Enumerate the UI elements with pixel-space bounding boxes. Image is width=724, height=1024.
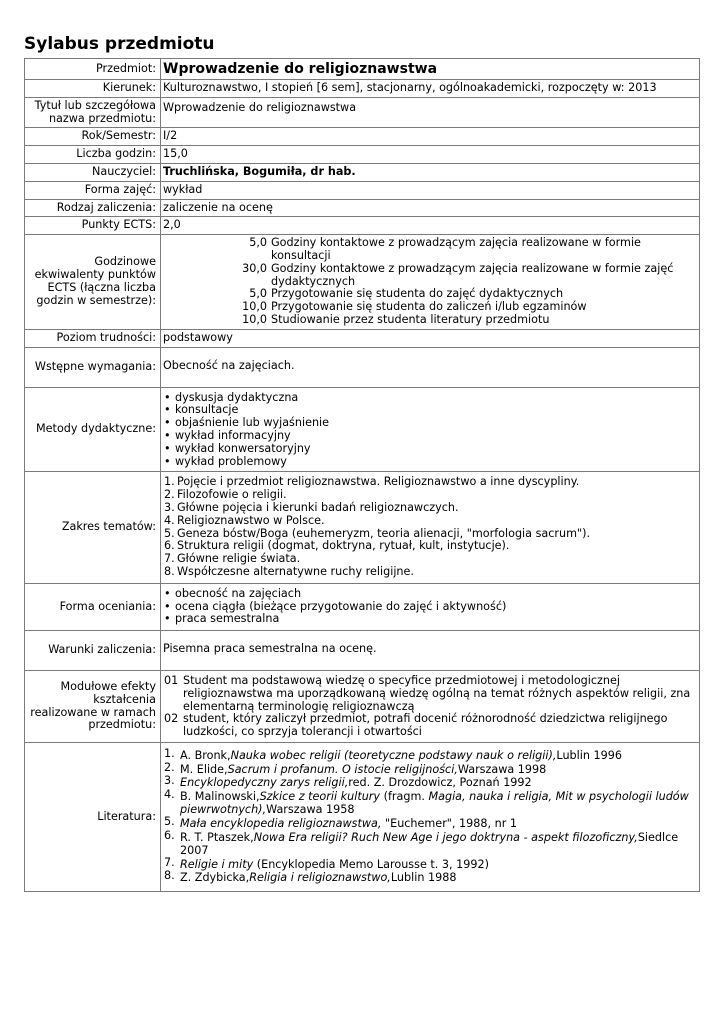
- item-text: Geneza bóstw/Boga (euhemeryzm, teoria alienacji, "morfologia sacrum").: [177, 526, 591, 540]
- outcome-text: Student ma podstawową wiedzę o specyfice przedmiotowej i metodologicznej religioznawstwa ma uporządkowaną wiedzę ogólną na temat różnych aspektów religii, zna elementarną terminologię religioznawczą: [183, 674, 691, 713]
- list-item: • praca semestralna: [163, 613, 696, 626]
- outcome-code: 02: [164, 712, 179, 726]
- list-item: [163, 675, 696, 713]
- item-number: 4.: [164, 513, 175, 527]
- row-wymagania: [25, 347, 700, 387]
- ref-title: Szkice z teorii kultury: [259, 789, 381, 803]
- item-number: 8.: [164, 564, 175, 578]
- label-forma: Forma zajęć:: [25, 181, 161, 199]
- ref-pub: Lublin 1996: [556, 749, 622, 763]
- item-number: 6.: [164, 539, 175, 553]
- list-item: [163, 871, 696, 885]
- label-rodzaj: Rodzaj zaliczenia:: [25, 199, 161, 217]
- item-text: Główne religie świata.: [177, 552, 301, 566]
- ects-hours-text: Godziny kontaktowe z prowadzącym zajęcia realizowane w formie konsultacji: [271, 236, 641, 262]
- item-text: Współczesne alternatywne ruchy religijne.: [177, 564, 414, 578]
- row-nauczyciel: [25, 163, 700, 181]
- item-text: Religioznawstwo w Polsce.: [177, 513, 325, 527]
- label-warunki: Warunki zaliczenia:: [25, 631, 161, 671]
- label-ects: Punkty ECTS:: [25, 217, 161, 235]
- ects-hours-item: [163, 314, 696, 327]
- ects-hours: 5,0: [249, 287, 267, 301]
- label-godziny: Liczba godzin:: [25, 146, 161, 164]
- ref-pub: (fragm.: [380, 789, 429, 803]
- ref-pub: Warszawa 1998: [457, 762, 547, 776]
- item-text: Filozofowie o religii.: [177, 488, 287, 502]
- ects-hours-list: [163, 237, 696, 327]
- label-rok: Rok/Semestr:: [25, 128, 161, 146]
- list-item: [163, 776, 696, 790]
- row-przedmiot: [25, 59, 700, 80]
- item-number: 2.: [164, 488, 175, 502]
- label-wymagania: Wstępne wymagania:: [25, 347, 161, 387]
- label-zakres: Zakres tematów:: [25, 472, 161, 583]
- ref-title: Nauka wobec religii (teoretyczne podstawy nauk o religii),: [230, 749, 557, 763]
- outcome-code: 01: [164, 674, 179, 688]
- label-nauczyciel: Nauczyciel:: [25, 163, 161, 181]
- list-item: [163, 760, 696, 777]
- value-tytul: Wprowadzenie do religioznawstwa: [161, 97, 700, 128]
- ects-hours: 10,0: [242, 300, 267, 314]
- row-metody: [25, 387, 700, 472]
- ref-author: A. Bronk,: [180, 749, 231, 763]
- list-item: • konsultacje: [163, 404, 696, 417]
- methods-list: [163, 392, 696, 469]
- ects-hours-text: Przygotowanie się studenta do zaliczeń i/lub egzaminów: [271, 300, 587, 314]
- ref-pub: (Encyklopedia Memo Larousse t. 3, 1992): [253, 857, 489, 871]
- ref-author: M. Elide,: [180, 762, 228, 776]
- value-wymagania: Obecność na zajęciach.: [161, 347, 700, 387]
- list-item: [163, 787, 696, 817]
- item-text: Główne pojęcia i kierunki badań religioznawczych.: [177, 500, 459, 514]
- literature-list: [163, 749, 696, 885]
- row-godziny: [25, 146, 700, 164]
- item-number: 1.: [164, 747, 175, 761]
- item-number: 1.: [164, 475, 175, 489]
- outcome-text: student, który zaliczył przedmiot, potrafi docenić różnorodność dziedzictwa religijnego ludzkości, co sprzyja tolerancji i otwartości: [183, 712, 668, 739]
- value-ekwiwalenty: [161, 235, 700, 330]
- list-item: • dyskusja dydaktyczna: [163, 392, 696, 405]
- ects-hours-text: Studiowanie przez studenta literatury przedmiotu: [271, 312, 550, 326]
- row-rodzaj: [25, 199, 700, 217]
- row-oceniania: [25, 583, 700, 630]
- value-zakres: [161, 472, 700, 583]
- item-number: 2.: [164, 760, 175, 774]
- row-tytul: [25, 97, 700, 128]
- ref-title-2: Magia, nauka i religia, Mit w psychologii ludów piewrwotnych),: [180, 789, 689, 817]
- value-efekty: [161, 671, 700, 743]
- grading-list: [163, 588, 696, 626]
- ref-pub: red. Z. Drozdowicz, Poznań 1992: [348, 776, 532, 790]
- ects-hours-item: [163, 237, 696, 263]
- value-rodzaj: zaliczenie na ocenę: [161, 199, 700, 217]
- item-number: 5.: [164, 815, 175, 829]
- list-item: • obecność na zajęciach: [163, 588, 696, 601]
- ref-author: Z. Zdybicka,: [180, 871, 250, 885]
- ref-title: Religie i mity: [180, 857, 254, 871]
- ref-title: Encyklopedyczny zarys religii,: [180, 776, 349, 790]
- value-oceniania: [161, 583, 700, 630]
- item-number: 7.: [164, 552, 175, 566]
- label-metody: Metody dydaktyczne:: [25, 387, 161, 472]
- list-item: • ocena ciągła (bieżące przygotowanie do zajęć i aktywność): [163, 601, 696, 614]
- row-rok: [25, 128, 700, 146]
- row-zakres: [25, 472, 700, 583]
- list-item: [163, 566, 696, 579]
- item-text: Struktura religii (dogmat, doktryna, rytuał, kult, instytucje).: [177, 539, 510, 553]
- row-literatura: [25, 743, 700, 892]
- ects-hours: 5,0: [249, 236, 267, 250]
- label-kierunek: Kierunek:: [25, 80, 161, 98]
- label-poziom: Poziom trudności:: [25, 329, 161, 347]
- label-efekty: Modułowe efekty kształcenia realizowane w ramach przedmiotu:: [25, 671, 161, 743]
- list-item: • objaśnienie lub wyjaśnienie: [163, 417, 696, 430]
- ref-title: Nowa Era religii? Ruch New Age i jego doktryna - aspekt filozoficzny,: [253, 830, 638, 844]
- ref-title: Mała encyklopedia religioznawstwa,: [180, 817, 382, 831]
- ref-pub: Lublin 1988: [390, 871, 457, 885]
- label-przedmiot: Przedmiot:: [25, 59, 161, 80]
- value-forma: wykład: [161, 181, 700, 199]
- ref-pub: Siedlce 2007: [180, 830, 679, 858]
- page-title: Sylabus przedmiotu: [24, 34, 215, 54]
- row-forma: [25, 181, 700, 199]
- list-item: [163, 817, 696, 831]
- value-warunki: Pisemna praca semestralna na ocenę.: [161, 631, 700, 671]
- row-ects: [25, 217, 700, 235]
- item-number: 4.: [164, 787, 175, 801]
- row-warunki: [25, 631, 700, 671]
- topics-list: [163, 476, 696, 578]
- ref-pub: "Euchemer", 1988, nr 1: [381, 817, 517, 831]
- outcomes-list: [163, 675, 696, 739]
- row-efekty: [25, 671, 700, 743]
- item-number: 5.: [164, 526, 175, 540]
- value-literatura: [161, 743, 700, 892]
- item-number: 7.: [164, 855, 175, 869]
- ref-author: B. Malinowski,: [180, 789, 260, 803]
- item-number: 6.: [164, 828, 175, 842]
- list-item: • wykład informacyjny: [163, 430, 696, 443]
- value-metody: [161, 387, 700, 472]
- list-item: • wykład problemowy: [163, 456, 696, 469]
- list-item: [163, 749, 696, 763]
- list-item: [163, 713, 696, 739]
- ref-title: Sacrum i profanum. O istocie religijności,: [227, 762, 458, 776]
- item-number: 8.: [164, 869, 175, 883]
- value-godziny: 15,0: [161, 146, 700, 164]
- ects-hours-text: Godziny kontaktowe z prowadzącym zajęcia realizowane w formie zajęć dydaktycznych: [271, 261, 674, 288]
- value-przedmiot: Wprowadzenie do religioznawstwa: [161, 59, 700, 80]
- syllabus-table: [24, 58, 700, 892]
- ects-hours-text: Przygotowanie się studenta do zajęć dydaktycznych: [271, 287, 564, 301]
- ref-title: Religia i religioznawstwo,: [249, 871, 391, 885]
- value-kierunek: Kulturoznawstwo, I stopień [6 sem], stacjonarny, ogólnoakademicki, rozpoczęty w: 2013: [161, 80, 700, 98]
- value-poziom: podstawowy: [161, 329, 700, 347]
- row-poziom: [25, 329, 700, 347]
- list-item: [163, 828, 696, 858]
- item-number: 3.: [164, 774, 175, 788]
- list-item: • wykład konwersatoryjny: [163, 443, 696, 456]
- label-ekwiwalenty: Godzinowe ekwiwalenty punktów ECTS (łączna liczba godzin w semestrze):: [25, 235, 161, 330]
- label-tytul: Tytuł lub szczegółowa nazwa przedmiotu:: [25, 97, 161, 128]
- row-ekwiwalenty: [25, 235, 700, 330]
- ref-author: R. T. Ptaszek,: [180, 830, 254, 844]
- label-literatura: Literatura:: [25, 743, 161, 892]
- value-ects: 2,0: [161, 217, 700, 235]
- ects-hours: 10,0: [242, 312, 267, 326]
- ref-pub-2: Warszawa 1958: [266, 803, 355, 817]
- ects-hours: 30,0: [242, 261, 267, 275]
- item-number: 3.: [164, 500, 175, 514]
- ects-hours-item: [163, 263, 696, 289]
- row-kierunek: [25, 80, 700, 98]
- label-oceniania: Forma oceniania:: [25, 583, 161, 630]
- value-nauczyciel: Truchlińska, Bogumiła, dr hab.: [161, 163, 700, 181]
- value-rok: I/2: [161, 128, 700, 146]
- list-item: [163, 855, 696, 872]
- item-text: Pojęcie i przedmiot religioznawstwa. Religioznawstwo a inne dyscypliny.: [177, 475, 580, 489]
